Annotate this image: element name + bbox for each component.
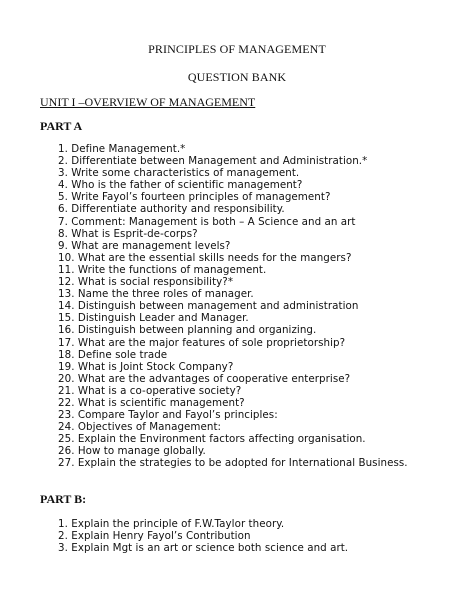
question-number: 11. [58, 263, 75, 276]
question-text: Objectives of Management: [77, 421, 222, 434]
question-item [58, 397, 408, 409]
question-item [58, 155, 408, 167]
unit-heading: UNIT I –OVERVIEW OF MANAGEMENT [40, 95, 256, 109]
question-number: 1. [58, 518, 68, 530]
question-number: 20. [58, 372, 75, 385]
question-item [58, 288, 408, 300]
question-number: 3. [58, 167, 68, 180]
question-text: What is a co-operative society? [77, 384, 242, 397]
question-text: Write the functions of management. [77, 263, 267, 276]
question-number: 12. [58, 276, 75, 289]
question-number: 23. [58, 409, 75, 422]
question-number: 25. [58, 433, 75, 446]
question-text: What are the advantages of cooperative enterprise? [77, 372, 351, 385]
question-number: 17. [58, 336, 75, 349]
question-number: 13. [58, 288, 75, 301]
question-item [58, 349, 408, 361]
question-text: Who is the father of scientific management? [71, 179, 303, 192]
question-item [58, 385, 408, 397]
document-title: PRINCIPLES OF MANAGEMENT [148, 42, 326, 56]
question-text: Distinguish between planning and organizing. [77, 324, 317, 337]
question-number: 10. [58, 251, 75, 264]
question-item [58, 518, 348, 530]
question-number: 24. [58, 421, 75, 434]
question-number: 5. [58, 191, 68, 204]
question-text: Write some characteristics of management. [71, 167, 300, 180]
question-text: Name the three roles of manager. [77, 288, 254, 301]
question-item [58, 143, 408, 155]
question-text: Explain Henry Fayol’s Contribution [71, 530, 251, 543]
question-item [58, 433, 408, 445]
question-item [58, 312, 408, 324]
question-number: 27. [58, 457, 75, 470]
question-number: 7. [58, 215, 68, 228]
question-number: 2. [58, 530, 68, 543]
question-item [58, 228, 408, 240]
question-number: 6. [58, 203, 68, 216]
question-number: 15. [58, 312, 75, 325]
question-item [58, 179, 408, 191]
question-item [58, 457, 408, 469]
question-text: Explain Mgt is an art or science both science and art. [71, 542, 349, 555]
question-text: Differentiate between Management and Administration.* [71, 155, 368, 168]
question-text: What are the essential skills needs for the mangers? [77, 251, 352, 264]
question-item [58, 300, 408, 312]
part-a-question-list [58, 143, 408, 470]
question-item [58, 361, 408, 373]
question-item [58, 530, 348, 542]
question-number: 22. [58, 396, 75, 409]
question-text: Compare Taylor and Fayol’s principles: [77, 409, 278, 422]
question-text: Explain the strategies to be adopted for International Business. [77, 457, 408, 470]
part-a-heading: PART A [40, 119, 83, 133]
question-item [58, 324, 408, 336]
question-text: What is scientific management? [77, 396, 245, 409]
question-text: Differentiate authority and responsibility. [71, 203, 285, 216]
question-text: Explain the Environment factors affecting organisation. [77, 433, 366, 446]
part-b-heading: PART B: [40, 492, 87, 506]
question-number: 4. [58, 179, 68, 192]
question-number: 26. [58, 445, 75, 458]
question-number: 18. [58, 348, 75, 361]
question-number: 2. [58, 155, 68, 168]
question-item [58, 167, 408, 179]
question-text: What are the major features of sole proprietorship? [77, 336, 346, 349]
question-text: What is Esprit-de-corps? [71, 227, 198, 240]
question-number: 9. [58, 239, 68, 252]
question-item [58, 264, 408, 276]
question-text: What is Joint Stock Company? [77, 360, 234, 373]
question-item [58, 216, 408, 228]
question-text: How to manage globally. [77, 445, 206, 458]
question-text: Write Fayol’s fourteen principles of management? [71, 191, 331, 204]
question-item [58, 203, 408, 215]
question-number: 21. [58, 384, 75, 397]
question-item [58, 240, 408, 252]
question-text: Explain the principle of F.W.Taylor theory. [71, 518, 285, 530]
question-item [58, 421, 408, 433]
question-item [58, 252, 408, 264]
question-item [58, 276, 408, 288]
question-text: Define Management.* [71, 143, 186, 155]
question-item [58, 409, 408, 421]
question-number: 8. [58, 227, 68, 240]
part-b-question-list [58, 518, 348, 554]
question-number: 1. [58, 143, 68, 155]
question-text: Distinguish between management and administration [77, 300, 359, 313]
question-number: 14. [58, 300, 75, 313]
question-text: What are management levels? [71, 239, 231, 252]
question-number: 19. [58, 360, 75, 373]
question-item [58, 445, 408, 457]
question-text: Comment: Management is both – A Science and an art [71, 215, 356, 228]
question-number: 3. [58, 542, 68, 555]
question-text: Define sole trade [77, 348, 168, 361]
question-number: 16. [58, 324, 75, 337]
question-text: Distinguish Leader and Manager. [77, 312, 249, 325]
document-subtitle: QUESTION BANK [187, 70, 287, 84]
question-item [58, 542, 348, 554]
question-text: What is social responsibility?* [77, 276, 234, 289]
question-item [58, 191, 408, 203]
question-item [58, 337, 408, 349]
question-item [58, 373, 408, 385]
